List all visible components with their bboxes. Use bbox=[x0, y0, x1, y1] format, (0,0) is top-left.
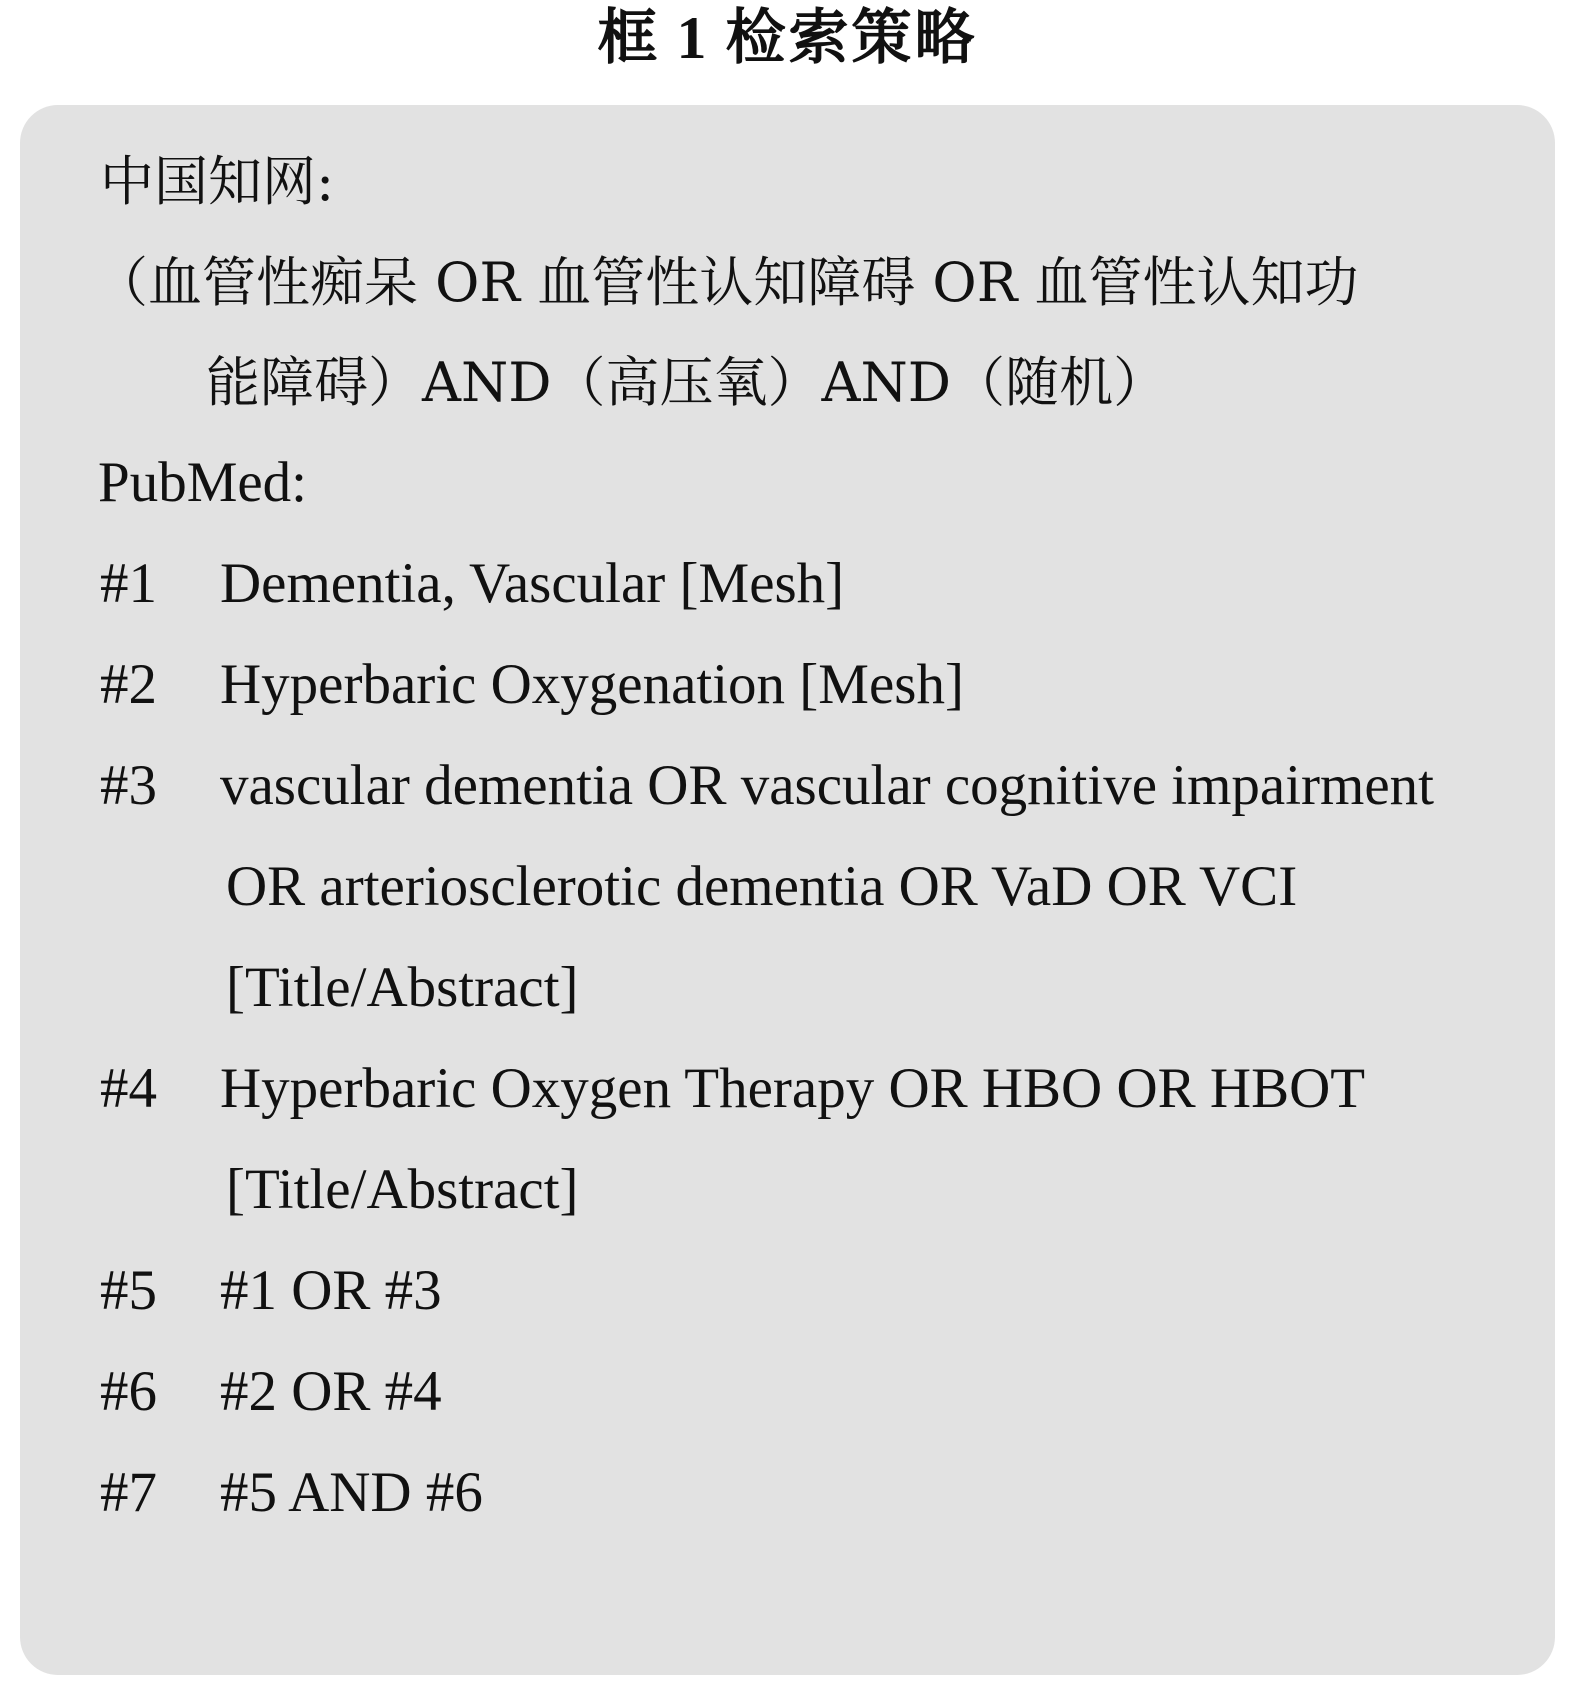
box-title-text: 检索策略 bbox=[725, 3, 978, 73]
step-id: #2 bbox=[100, 653, 157, 716]
box-title-prefix: 框 bbox=[597, 3, 661, 73]
step-text-continued: OR arteriosclerotic dementia OR VaD OR VCI bbox=[226, 855, 1298, 918]
step-id: #3 bbox=[100, 754, 157, 817]
step-text: #1 OR #3 bbox=[220, 1259, 442, 1322]
step-id: #4 bbox=[100, 1057, 157, 1120]
cnki-label: 中国知网: bbox=[100, 150, 335, 213]
box-title bbox=[0, 0, 1575, 80]
step-id: #6 bbox=[100, 1360, 157, 1423]
pubmed-label: PubMed: bbox=[98, 451, 308, 514]
search-strategy-panel bbox=[20, 105, 1555, 1675]
step-text: vascular dementia OR vascular cognitive impairment bbox=[220, 754, 1435, 817]
cnki-query-line-2: 能障碍）AND（高压氧）AND（随机） bbox=[206, 351, 1168, 414]
step-id: #1 bbox=[100, 552, 157, 615]
step-id: #5 bbox=[100, 1259, 157, 1322]
step-text: Hyperbaric Oxygenation [Mesh] bbox=[220, 653, 964, 716]
cnki-query-line-1: （血管性痴呆 OR 血管性认知障碍 OR 血管性认知功 bbox=[94, 251, 1359, 314]
step-id: #7 bbox=[100, 1461, 157, 1524]
step-text: #5 AND #6 bbox=[220, 1461, 483, 1524]
box-title-number: 1 bbox=[676, 5, 710, 71]
step-text: #2 OR #4 bbox=[220, 1360, 442, 1423]
step-text: Hyperbaric Oxygen Therapy OR HBO OR HBOT bbox=[220, 1057, 1366, 1120]
step-text: Dementia, Vascular [Mesh] bbox=[220, 552, 845, 615]
step-text-continued: [Title/Abstract] bbox=[226, 956, 579, 1019]
step-text-continued: [Title/Abstract] bbox=[226, 1158, 579, 1221]
